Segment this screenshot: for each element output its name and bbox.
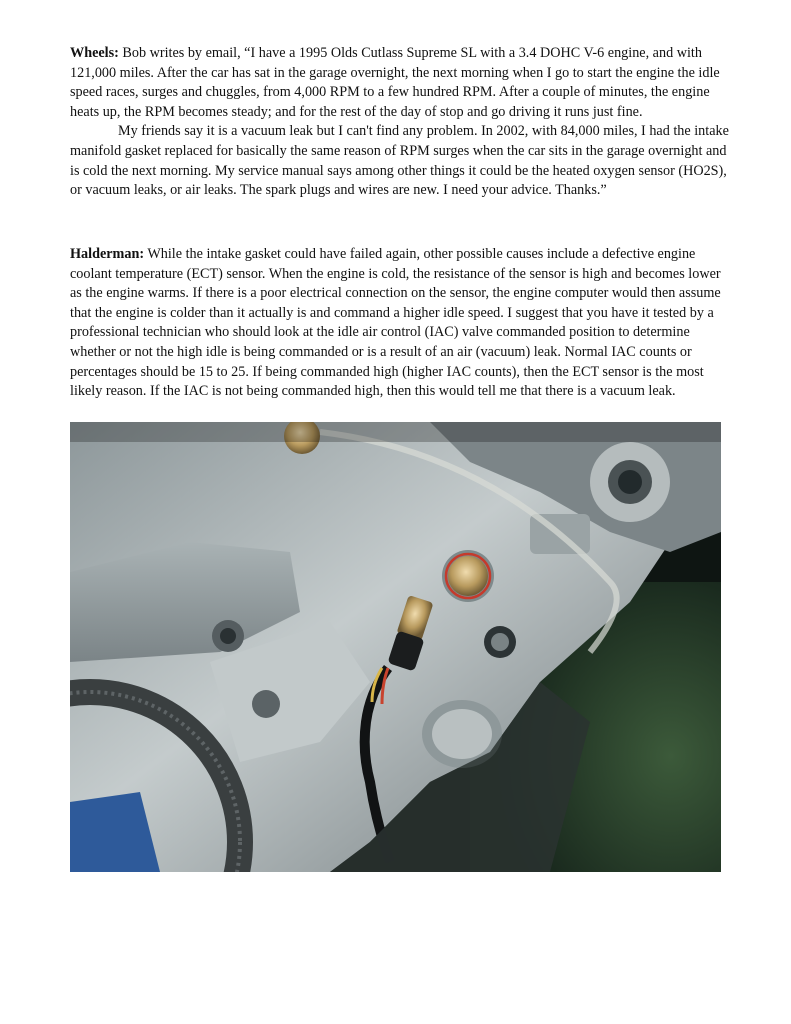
wheels-paragraph-2: My friends say it is a vacuum leak but I can't find any problem. In 2002, with 84,000 miles, I had the intake manifold gasket replaced for basically the same reason of RPM surges when the car sits in the garage overnight and is cold the next morning. My service manual says among other things it could be the heated oxygen sensor (HO2S), or vacuum leaks, or air leaks. The spark plugs and wires are new. I need your advice. Thanks.” (70, 123, 729, 199)
wheels-question-section (70, 44, 730, 201)
wheels-paragraph-1-text: Bob writes by email, “I have a 1995 Olds Cutlass Supreme SL with a 3.4 DOHC V-6 engine, and with 121,000 miles. After the car has sat in the garage overnight, the next morning when I go to start the engine the idle speed races, surges and chuggles, from 4,000 RPM to a few hundred RPM. After a couple of minutes, the engine heats up, the RPM becomes steady; and for the rest of the day of stop and go driving it runs just fine. (70, 45, 720, 120)
halderman-paragraph (70, 245, 730, 402)
halderman-answer-section (70, 245, 730, 402)
wheels-paragraph-1 (70, 44, 730, 122)
wheels-speaker-label: Wheels: (70, 45, 119, 61)
halderman-speaker-label: Halderman: (70, 246, 145, 262)
halderman-paragraph-text: While the intake gasket could have failed again, other possible causes include a defective engine coolant temperature (ECT) sensor. When the engine is cold, the resistance of the sensor is high and becomes lower as the engine warms. If there is a poor electrical connection on the sensor, the engine computer would then assume that the engine is colder than it actually is and command a higher idle speed. I suggest that you have it tested by a professional technician who should look at the idle air control (IAC) valve commanded position to determine whether or not the high idle is being commanded or is a result of an air (vacuum) leak. Normal IAC counts or percentages should be 15 to 25. If being commanded high (higher IAC counts), then the ECT sensor is the most likely reason. If the IAC is not being commanded high, then this would tell me that there is a vacuum leak. (70, 246, 721, 400)
engine-ect-sensor-photo (70, 422, 721, 872)
